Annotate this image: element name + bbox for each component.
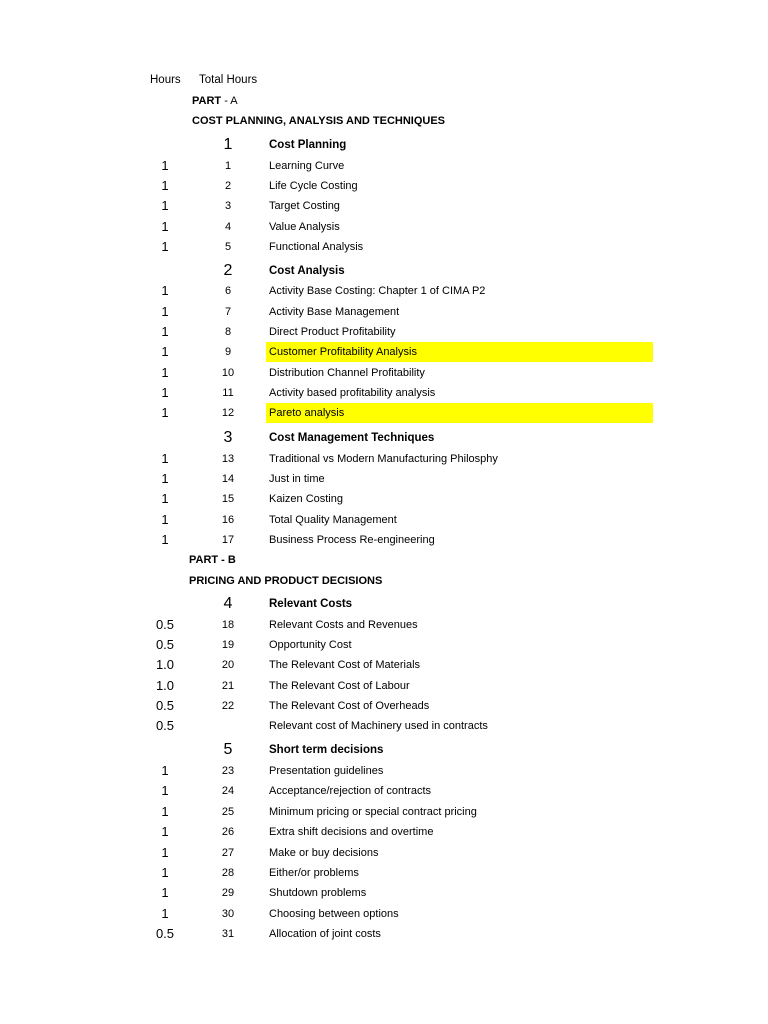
topic-title: Traditional vs Modern Manufacturing Philosphy (269, 453, 498, 465)
part-a-word: PART (192, 95, 222, 107)
topic-hours: 1 (161, 804, 169, 819)
topic-row (0, 156, 768, 176)
topic-title: Functional Analysis (269, 241, 364, 253)
topic-row (0, 781, 768, 801)
part-a-suffix: - A (221, 95, 238, 107)
part-a-title (192, 111, 445, 131)
topic-row (0, 449, 768, 469)
topic-title: Shutdown problems (269, 887, 367, 899)
topic-hours: 0.5 (155, 698, 175, 713)
topic-title: The Relevant Cost of Materials (269, 659, 421, 671)
section-title: Short term decisions (269, 744, 384, 756)
topic-number: 20 (221, 659, 235, 671)
topic-title: Relevant cost of Machinery used in contracts (269, 720, 488, 732)
topic-row (0, 924, 768, 944)
topic-row (0, 383, 768, 403)
topic-row (0, 802, 768, 822)
section-heading-row (0, 594, 768, 614)
topic-title: Life Cycle Costing (269, 180, 358, 192)
topic-hours: 1 (161, 219, 169, 234)
hours-column-header: Hours (150, 74, 181, 86)
topic-number: 31 (221, 928, 235, 940)
topic-number: 29 (221, 887, 235, 899)
section-title: Cost Planning (269, 139, 347, 151)
topic-row (0, 883, 768, 903)
topic-title: Pareto analysis (269, 407, 345, 419)
section-title: Cost Analysis (269, 265, 345, 277)
topic-title: Opportunity Cost (269, 639, 352, 651)
topic-hours: 1 (161, 512, 169, 527)
topic-hours: 1 (161, 451, 169, 466)
topic-number: 22 (221, 700, 235, 712)
topic-number: 12 (221, 407, 235, 419)
topic-title: Either/or problems (269, 867, 359, 879)
topic-hours: 1 (161, 885, 169, 900)
topic-row-highlighted (0, 403, 768, 423)
section-title: Relevant Costs (269, 598, 353, 610)
topic-hours: 1 (161, 491, 169, 506)
topic-hours: 1.0 (155, 657, 175, 672)
topic-number: 16 (221, 514, 235, 526)
topic-hours: 1 (161, 763, 169, 778)
section-heading-row (0, 261, 768, 281)
topic-row (0, 904, 768, 924)
topic-number: 13 (221, 453, 235, 465)
topic-number: 21 (221, 680, 235, 692)
topic-title: Relevant Costs and Revenues (269, 619, 418, 631)
topic-row-highlighted (0, 342, 768, 362)
section-heading-row (0, 740, 768, 760)
topic-title: Make or buy decisions (269, 847, 379, 859)
topic-row (0, 716, 768, 736)
topic-hours: 1 (161, 385, 169, 400)
topic-title: Distribution Channel Profitability (269, 367, 425, 379)
topic-title: Just in time (269, 473, 325, 485)
topic-row (0, 489, 768, 509)
part-b-title-text: PRICING AND PRODUCT DECISIONS (189, 575, 383, 587)
topic-row (0, 176, 768, 196)
topic-row (0, 322, 768, 342)
topic-row (0, 530, 768, 550)
topic-title: Choosing between options (269, 908, 399, 920)
topic-title: Extra shift decisions and overtime (269, 826, 434, 838)
topic-title: Acceptance/rejection of contracts (269, 785, 432, 797)
topic-hours: 1 (161, 532, 169, 547)
topic-row (0, 281, 768, 301)
topic-row (0, 843, 768, 863)
topic-title: The Relevant Cost of Overheads (269, 700, 430, 712)
topic-number: 4 (224, 221, 232, 233)
topic-row (0, 510, 768, 530)
topic-hours: 1 (161, 783, 169, 798)
topic-row (0, 863, 768, 883)
topic-row (0, 822, 768, 842)
topic-row (0, 196, 768, 216)
topic-row (0, 676, 768, 696)
topic-hours: 1 (161, 198, 169, 213)
topic-hours: 0.5 (155, 617, 175, 632)
section-heading-row (0, 428, 768, 448)
topic-hours: 1 (161, 324, 169, 339)
topic-number: 11 (222, 387, 234, 399)
section-number: 5 (223, 741, 233, 758)
topic-number: 24 (221, 785, 235, 797)
topic-number: 30 (221, 908, 235, 920)
topic-number: 1 (224, 160, 232, 172)
topic-hours: 1.0 (155, 678, 175, 693)
topic-title: Activity based profitability analysis (269, 387, 436, 399)
topic-hours: 1 (161, 283, 169, 298)
topic-title: Direct Product Profitability (269, 326, 396, 338)
topic-number: 6 (224, 285, 232, 297)
topic-row (0, 761, 768, 781)
topic-row (0, 635, 768, 655)
topic-hours: 1 (161, 865, 169, 880)
topic-title: Customer Profitability Analysis (269, 346, 417, 358)
topic-number: 25 (221, 806, 235, 818)
section-heading-row (0, 135, 768, 155)
topic-title: Allocation of joint costs (269, 928, 381, 940)
topic-number: 18 (221, 619, 235, 631)
topic-row (0, 655, 768, 675)
section-title: Cost Management Techniques (269, 432, 435, 444)
topic-title: Total Quality Management (269, 514, 397, 526)
topic-hours: 1 (161, 365, 169, 380)
topic-title: Value Analysis (269, 221, 340, 233)
topic-number: 3 (224, 200, 232, 212)
topic-hours: 1 (161, 239, 169, 254)
topic-number: 28 (221, 867, 235, 879)
section-number: 2 (223, 262, 233, 279)
topic-hours: 1 (161, 158, 169, 173)
part-b-label-text: PART - B (189, 554, 236, 566)
topic-row (0, 615, 768, 635)
topic-hours: 1 (161, 304, 169, 319)
topic-hours: 1 (161, 471, 169, 486)
topic-number: 15 (221, 493, 235, 505)
topic-title: Target Costing (269, 200, 340, 212)
topic-row (0, 696, 768, 716)
topic-number: 5 (224, 241, 232, 253)
topic-row (0, 302, 768, 322)
topic-number: 17 (221, 534, 235, 546)
part-a-title-text: COST PLANNING, ANALYSIS AND TECHNIQUES (192, 115, 446, 127)
topic-row (0, 217, 768, 237)
topic-row (0, 469, 768, 489)
topic-row (0, 363, 768, 383)
topic-hours: 1 (161, 906, 169, 921)
topic-hours: 0.5 (155, 637, 175, 652)
part-a-label (192, 91, 238, 111)
topic-hours: 1 (161, 845, 169, 860)
section-number: 3 (223, 429, 233, 446)
topic-hours: 1 (161, 344, 169, 359)
topic-number: 26 (221, 826, 235, 838)
section-number: 4 (223, 595, 233, 612)
topic-number: 9 (224, 346, 232, 358)
topic-number: 14 (221, 473, 235, 485)
part-b-label (189, 550, 236, 570)
topic-title: Kaizen Costing (269, 493, 343, 505)
topic-number: 7 (224, 306, 232, 318)
total-hours-column-header: Total Hours (199, 74, 258, 86)
topic-title: Activity Base Management (269, 306, 400, 318)
topic-title: Activity Base Costing: Chapter 1 of CIMA P2 (269, 285, 486, 297)
topic-number: 19 (221, 639, 235, 651)
topic-number: 2 (224, 180, 232, 192)
topic-number: 23 (221, 765, 235, 777)
topic-number: 27 (221, 847, 235, 859)
topic-number: 10 (221, 367, 235, 379)
part-b-title (189, 571, 382, 591)
topic-title: Business Process Re-engineering (269, 534, 435, 546)
topic-hours: 1 (161, 824, 169, 839)
topic-hours: 1 (161, 178, 169, 193)
topic-title: Minimum pricing or special contract pricing (269, 806, 477, 818)
topic-hours: 0.5 (155, 718, 175, 733)
section-number: 1 (223, 136, 233, 153)
topic-row (0, 237, 768, 257)
topic-hours: 0.5 (155, 926, 175, 941)
topic-number: 8 (224, 326, 232, 338)
topic-title: Learning Curve (269, 160, 345, 172)
topic-title: Presentation guidelines (269, 765, 384, 777)
topic-hours: 1 (161, 405, 169, 420)
topic-title: The Relevant Cost of Labour (269, 680, 410, 692)
